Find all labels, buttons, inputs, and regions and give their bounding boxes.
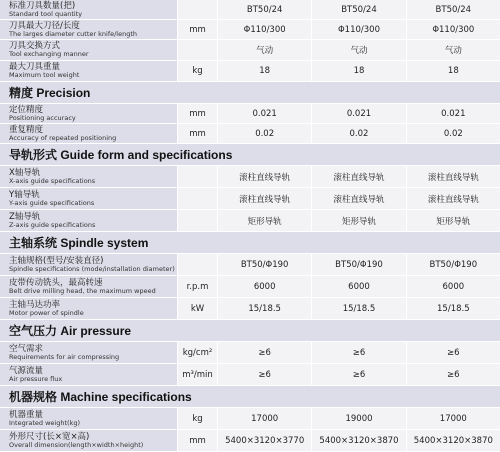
row-positioning-accuracy [0, 104, 500, 124]
spec-value: 滚柱直线导轨 [407, 166, 500, 188]
section-title: 机器规格 Machine specifications [9, 390, 192, 404]
spec-value: BT50/Φ190 [312, 254, 406, 276]
spec-value: 0.02 [312, 124, 406, 144]
spec-name-cn: 最大刀具重量 [9, 62, 61, 73]
spec-name-en: Positioning accuracy [9, 113, 76, 122]
section-header-guide [0, 144, 500, 166]
spec-name-en: Maximum tool weight [9, 71, 80, 80]
spec-value: 5400×3120×3870 [312, 430, 406, 452]
spec-name [0, 430, 178, 452]
spec-name [0, 0, 178, 20]
spec-name-en: Integrated weight(kg) [9, 418, 80, 427]
spec-unit: kg [178, 61, 218, 82]
spec-name [0, 124, 178, 144]
spec-name-en: Motor power of spindle [9, 308, 84, 317]
spec-unit: kg [178, 408, 218, 430]
row-repeat-accuracy [0, 124, 500, 144]
spec-name [0, 408, 178, 430]
spec-name-en: Overall dimension(length×width×height) [9, 440, 144, 449]
spec-value: 6000 [312, 276, 406, 298]
spec-name-en: Accuracy of repeated positioning [9, 133, 117, 142]
row-tool-exchange [0, 40, 500, 61]
spec-name [0, 166, 178, 188]
spec-value: 0.02 [407, 124, 500, 144]
spec-name-en: Spindle specifications (mode/installation diameter) [9, 264, 175, 273]
spec-value: 0.021 [312, 104, 406, 124]
row-x-guide [0, 166, 500, 188]
spec-value: ≥6 [312, 342, 406, 364]
spec-name [0, 364, 178, 386]
spec-value: ≥6 [218, 342, 312, 364]
row-machine-weight [0, 408, 500, 430]
spec-value: ≥6 [218, 364, 312, 386]
spec-value: 0.021 [407, 104, 500, 124]
spec-name-cn: 外形尺寸(长×宽×高) [9, 431, 90, 442]
spec-unit [178, 166, 218, 188]
spec-value: 矩形导轨 [407, 210, 500, 232]
spec-name-cn: 空气需求 [9, 343, 44, 354]
spec-unit [178, 188, 218, 210]
spec-value: 0.021 [218, 104, 312, 124]
spec-value: 6000 [218, 276, 312, 298]
spec-name-en: Belt drive milling head, the maximum wpeed [9, 286, 156, 295]
spec-value: 矩形导轨 [218, 210, 312, 232]
spec-name-cn: 标准刀具数量(把) [9, 0, 76, 11]
row-air-requirement [0, 342, 500, 364]
spec-name [0, 298, 178, 320]
spec-value: 矩形导轨 [312, 210, 406, 232]
spec-value: BT50/24 [407, 0, 500, 20]
spec-value: ≥6 [407, 364, 500, 386]
spec-value: 17000 [218, 408, 312, 430]
spec-unit: mm [178, 104, 218, 124]
section-title: 精度 Precision [9, 86, 91, 100]
spec-name-en: Tool exchanging manner [9, 50, 89, 59]
spec-name-cn: 定位精度 [9, 104, 44, 115]
spec-name-cn: Z轴导轨 [9, 211, 41, 222]
spec-value: 0.02 [218, 124, 312, 144]
spec-value: 17000 [407, 408, 500, 430]
spec-name-cn: X轴导轨 [9, 167, 41, 178]
spec-name [0, 40, 178, 61]
spec-value: BT50/24 [312, 0, 406, 20]
spec-name-en: X-axis guide specifications [9, 176, 96, 185]
row-y-guide [0, 188, 500, 210]
row-max-cutter [0, 20, 500, 40]
row-tool-quantity [0, 0, 500, 20]
spec-unit: kW [178, 298, 218, 320]
spec-name [0, 276, 178, 298]
spec-value: 5400×3120×3770 [218, 430, 312, 452]
spec-unit: mm [178, 430, 218, 452]
spec-unit: r.p.m [178, 276, 218, 298]
row-spindle-spec [0, 254, 500, 276]
spec-unit: kg/cm² [178, 342, 218, 364]
spec-unit: mm [178, 20, 218, 40]
spec-value: 气动 [312, 40, 406, 61]
spec-value: 18 [407, 61, 500, 82]
spec-unit [178, 40, 218, 61]
spec-value: Φ110/300 [407, 20, 500, 40]
section-header-air [0, 320, 500, 342]
section-title: 空气压力 Air pressure [9, 324, 132, 338]
spec-unit [178, 0, 218, 20]
spec-name-cn: 皮带传动铣头，最高转速 [9, 277, 103, 288]
spec-value: 15/18.5 [407, 298, 500, 320]
spec-name [0, 188, 178, 210]
spec-value: Φ110/300 [312, 20, 406, 40]
row-overall-dimension [0, 430, 500, 452]
spec-value: 滚柱直线导轨 [218, 166, 312, 188]
row-spindle-speed [0, 276, 500, 298]
spec-name-cn: 主轴规格(型号/安装直径) [9, 255, 104, 266]
spec-value: 18 [218, 61, 312, 82]
spec-name [0, 61, 178, 82]
spec-name-en: Z-axis guide specifications [9, 220, 96, 229]
spec-name-en: Air pressure flux [9, 374, 63, 383]
spec-unit: mm [178, 124, 218, 144]
spec-value: 15/18.5 [218, 298, 312, 320]
spec-value: Φ110/300 [218, 20, 312, 40]
spec-value: 滚柱直线导轨 [312, 188, 406, 210]
spec-name-en: Requirements for air compressing [9, 352, 120, 361]
spec-value: 滚柱直线导轨 [218, 188, 312, 210]
section-title: 主轴系统 Spindle system [9, 236, 149, 250]
spec-value: BT50/24 [218, 0, 312, 20]
spec-value: ≥6 [312, 364, 406, 386]
spec-value: 19000 [312, 408, 406, 430]
spec-name-cn: 机器重量 [9, 409, 44, 420]
spec-name-en: Standard tool quantity [9, 9, 83, 18]
row-spindle-motor [0, 298, 500, 320]
row-air-flux [0, 364, 500, 386]
spec-name-cn: 主轴马达功率 [9, 299, 61, 310]
spec-name-cn: Y轴导轨 [9, 189, 40, 200]
spec-value: 气动 [407, 40, 500, 61]
section-header-machine [0, 386, 500, 408]
spec-name-cn: 气源流量 [9, 365, 44, 376]
spec-name [0, 104, 178, 124]
spec-unit: m³/min [178, 364, 218, 386]
spec-name-en: Y-axis guide specifications [9, 198, 95, 207]
spec-value: 滚柱直线导轨 [312, 166, 406, 188]
section-title: 导轨形式 Guide form and specifications [9, 148, 233, 162]
spec-value: 6000 [407, 276, 500, 298]
spec-value: 15/18.5 [312, 298, 406, 320]
spec-value: ≥6 [407, 342, 500, 364]
spec-name-en: The larges diameter cutter knife/length [9, 29, 138, 38]
row-max-tool-weight [0, 61, 500, 82]
spec-name [0, 254, 178, 276]
spec-name [0, 210, 178, 232]
spec-value: 气动 [218, 40, 312, 61]
spec-name-cn: 重复精度 [9, 124, 44, 135]
spec-name [0, 20, 178, 40]
spec-value: 滚柱直线导轨 [407, 188, 500, 210]
spec-value: BT50/Φ190 [407, 254, 500, 276]
spec-value: BT50/Φ190 [218, 254, 312, 276]
spec-unit [178, 210, 218, 232]
spec-value: 18 [312, 61, 406, 82]
spec-name-cn: 刀具最大刀径/长度 [9, 20, 80, 31]
spec-name-cn: 刀具交换方式 [9, 41, 61, 52]
row-z-guide [0, 210, 500, 232]
spec-value: 5400×3120×3870 [407, 430, 500, 452]
section-header-spindle [0, 232, 500, 254]
spec-unit [178, 254, 218, 276]
section-header-precision [0, 82, 500, 104]
spec-name [0, 342, 178, 364]
